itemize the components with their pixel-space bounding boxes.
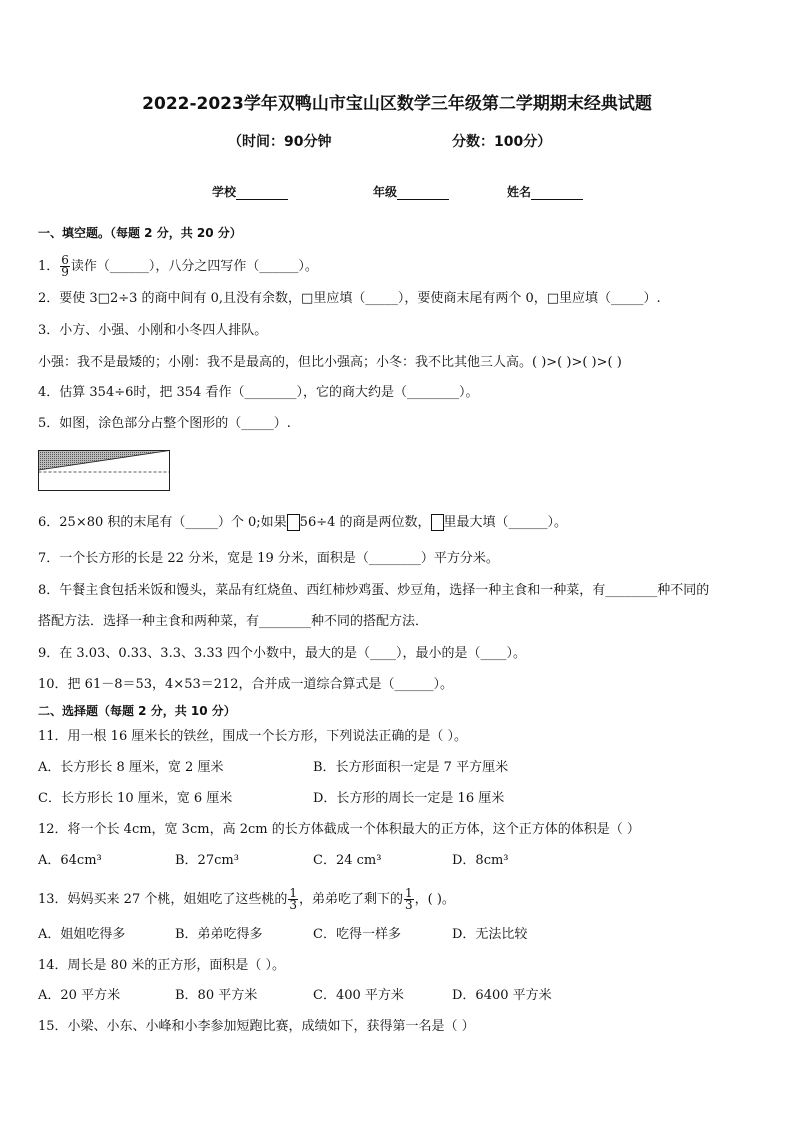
q13-fraction-1-numerator: 1 xyxy=(289,886,297,900)
q13-fraction-1-denominator: 3 xyxy=(289,898,297,912)
q13-text-a: 13．妈妈买来 27 个桃，姐姐吃了这些桃的 xyxy=(38,892,288,907)
q6-text-a: 6．25×80 积的末尾有（_____）个 0;如果 xyxy=(38,515,287,530)
q1-text: 读作（______），八分之四写作（______）。 xyxy=(70,259,318,274)
q11-option-b: B．长方形面积一定是 7 平方厘米 xyxy=(313,760,509,775)
question-8-line2: 搭配方法．选择一种主食和两种菜，有________种不同的搭配方法． xyxy=(38,614,429,629)
q12-option-a: A．64cm³ xyxy=(38,853,102,868)
q5-figure xyxy=(38,450,172,494)
q11-option-d: D．长方形的周长一定是 16 厘米 xyxy=(313,791,505,806)
exam-time: （时间：90分钟 xyxy=(228,134,332,150)
q13-option-b: B．弟弟吃得多 xyxy=(175,927,263,942)
q12-option-b: B．27cm³ xyxy=(175,853,239,868)
q13-option-c: C．吃得一样多 xyxy=(313,927,401,942)
q13-fraction-2-denominator: 3 xyxy=(405,898,413,912)
question-12: 12．将一个长 4cm，宽 3cm，高 2cm 的长方体截成一个体积最大的正方体，这个正方体的体积是（ ） xyxy=(38,822,640,837)
question-11: 11．用一根 16 厘米长的铁丝，围成一个长方形，下列说法正确的是（ ）。 xyxy=(38,729,467,744)
q13-fraction-2 xyxy=(404,888,414,911)
q13-text-c: ，( )。 xyxy=(414,892,455,907)
q12-option-c: C．24 cm³ xyxy=(313,853,382,868)
question-7: 7．一个长方形的长是 22 分米，宽是 19 分米，面积是（________）平方分米。 xyxy=(38,551,499,566)
q11-option-c: C．长方形长 10 厘米，宽 6 厘米 xyxy=(38,791,233,806)
name-field xyxy=(507,183,583,200)
question-6 xyxy=(38,514,567,531)
q6-blank-box-2 xyxy=(431,514,444,531)
q1-fraction-denominator: 9 xyxy=(61,265,69,279)
q13-fraction-1 xyxy=(288,888,298,911)
section1-heading: 一、填空题。（每题 2 分，共 20 分） xyxy=(38,226,242,240)
exam-score: 分数：100分） xyxy=(452,134,552,150)
q6-blank-box-1 xyxy=(287,514,300,531)
question-4: 4．估算 354÷6时，把 354 看作（________），它的商大约是（________）。 xyxy=(38,385,479,400)
page-title: 2022-2023学年双鸭山市宝山区数学三年级第二学期期末经典试题 xyxy=(142,94,652,114)
question-14: 14．周长是 80 米的正方形，面积是（ ）。 xyxy=(38,958,285,973)
q6-text-b: 56÷4 的商是两位数， xyxy=(299,515,431,530)
q1-number: 1． xyxy=(38,259,60,274)
q5-shaded-region xyxy=(39,451,170,471)
question-13 xyxy=(38,888,455,911)
question-3-statements: 小强：我不是最矮的；小刚：我不是最高的，但比小强高；小冬：我不比其他三人高。( )>( )>( )>( ) xyxy=(38,355,622,370)
question-10: 10．把 61－8＝53，4×53＝212，合并成一道综合算式是（______）。 xyxy=(38,677,454,692)
q14-option-c: C．400 平方米 xyxy=(313,988,404,1003)
grade-blank xyxy=(397,187,449,200)
q14-option-b: B．80 平方米 xyxy=(175,988,258,1003)
question-9: 9．在 3.03、0.33、3.3、3.33 四个小数中，最大的是（____），最小的是（____）。 xyxy=(38,646,527,661)
question-1 xyxy=(38,255,318,278)
grade-field xyxy=(373,183,449,200)
q12-option-d: D．8cm³ xyxy=(452,853,509,868)
q13-option-d: D．无法比较 xyxy=(452,927,528,942)
question-3: 3．小方、小强、小刚和小冬四人排队。 xyxy=(38,323,268,338)
q14-option-a: A．20 平方米 xyxy=(38,988,121,1003)
q11-option-a: A．长方形长 8 厘米，宽 2 厘米 xyxy=(38,760,224,775)
q13-text-b: ，弟弟吃了剩下的 xyxy=(299,892,404,907)
name-label: 姓名 xyxy=(507,185,532,199)
q13-fraction-2-numerator: 1 xyxy=(405,886,413,900)
question-8-line1: 8．午餐主食包括米饭和馒头，菜品有红烧鱼、西红柿炒鸡蛋、炒豆角，选择一种主食和一种菜，有________种不同的 xyxy=(38,583,710,598)
question-2: 2．要使 3□2÷3 的商中间有 0,且没有余数，□里应填（_____），要使商末尾有两个 0，□里应填（_____）. xyxy=(38,291,661,306)
grade-label: 年级 xyxy=(373,185,398,199)
q1-fraction-numerator: 6 xyxy=(61,253,69,267)
name-blank xyxy=(531,187,583,200)
question-5: 5．如图，涂色部分占整个图形的（_____）. xyxy=(38,416,291,431)
school-label: 学校 xyxy=(212,185,237,199)
school-blank xyxy=(236,187,288,200)
question-15: 15．小梁、小东、小峰和小李参加短跑比赛，成绩如下，获得第一名是（ ） xyxy=(38,1019,475,1034)
q14-option-d: D．6400 平方米 xyxy=(452,988,552,1003)
section2-heading: 二、选择题（每题 2 分，共 10 分） xyxy=(38,704,236,718)
q1-fraction xyxy=(60,255,70,278)
q13-option-a: A．姐姐吃得多 xyxy=(38,927,126,942)
school-field xyxy=(212,183,288,200)
q6-text-c: 里最大填（______）。 xyxy=(443,515,568,530)
